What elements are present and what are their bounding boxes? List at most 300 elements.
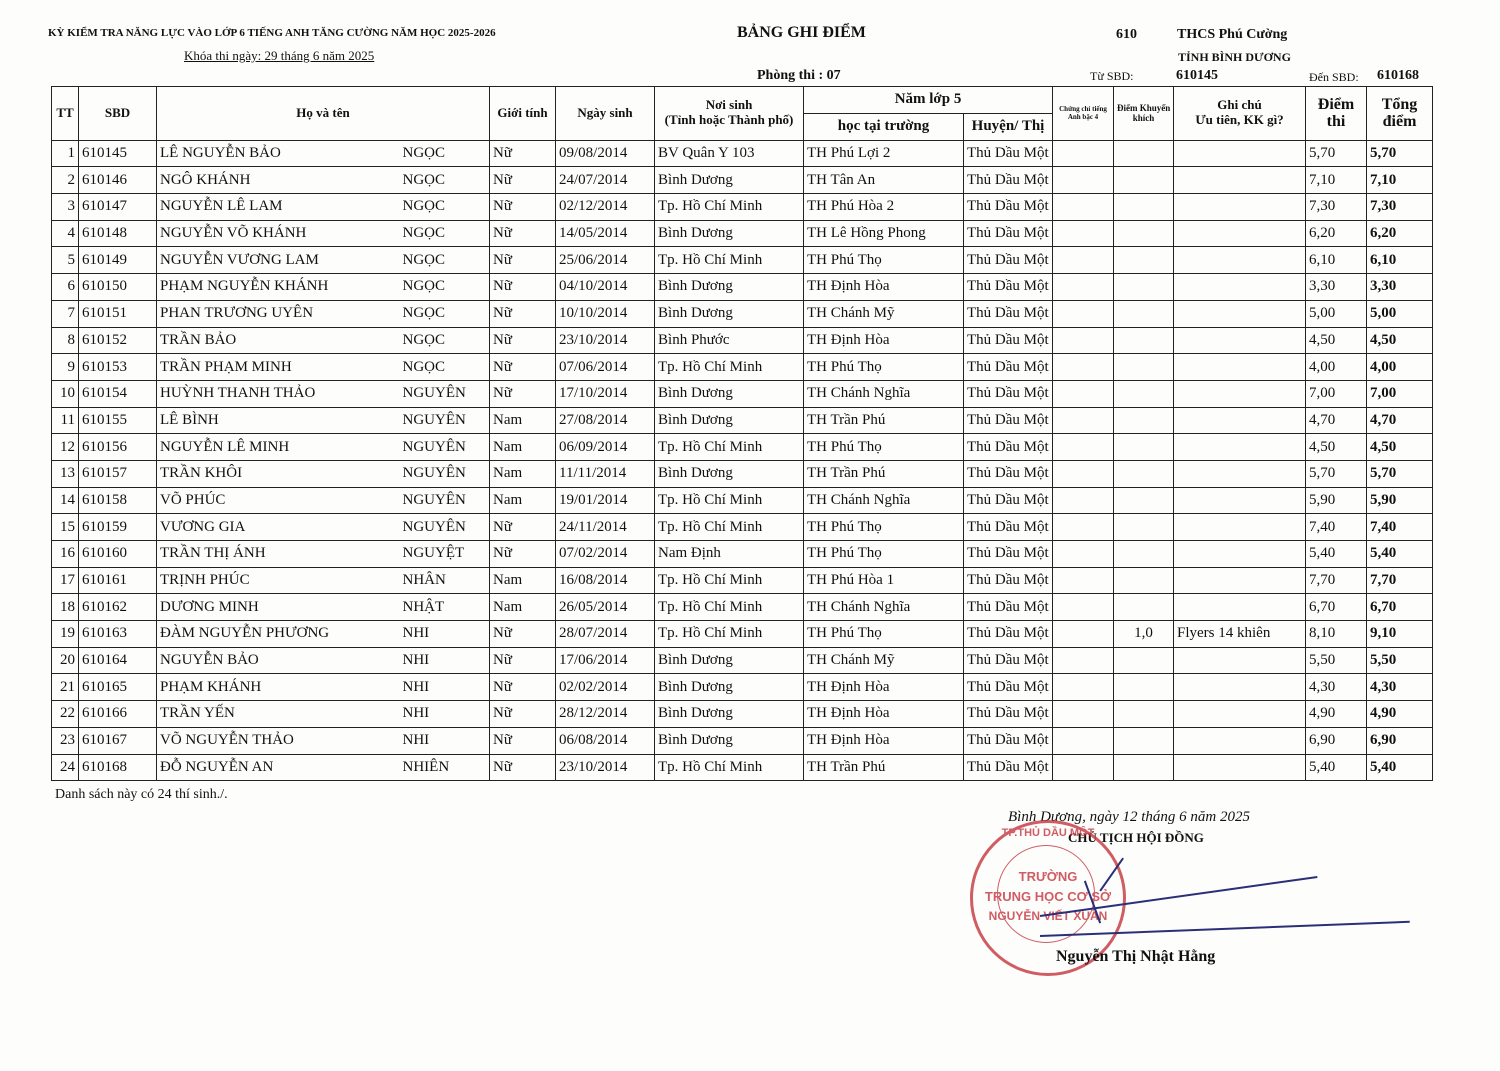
row-district: Thủ Dầu Một bbox=[964, 621, 1053, 648]
seal-line3: NGUYỄN VIẾT XUÂN bbox=[988, 909, 1108, 923]
row-cert bbox=[1053, 167, 1114, 194]
table-row bbox=[52, 621, 1433, 648]
col-note-line1: Ghi chú bbox=[1217, 97, 1262, 113]
row-district: Thủ Dầu Một bbox=[964, 727, 1053, 754]
row-last-name: PHẠM NGUYỄN KHÁNH bbox=[157, 274, 400, 301]
row-sbd: 610165 bbox=[79, 674, 157, 701]
row-note bbox=[1174, 220, 1306, 247]
row-gender: Nữ bbox=[490, 541, 556, 568]
row-gender: Nam bbox=[490, 594, 556, 621]
row-first-name: NGUYÊN bbox=[400, 487, 490, 514]
row-cert bbox=[1053, 727, 1114, 754]
row-school: TH Chánh Mỹ bbox=[804, 647, 964, 674]
row-score: 3,30 bbox=[1306, 274, 1367, 301]
school-code: 610 bbox=[1116, 27, 1137, 42]
row-birthplace: BV Quân Y 103 bbox=[655, 140, 804, 167]
row-first-name: NGUYÊN bbox=[400, 380, 490, 407]
row-dob: 14/05/2014 bbox=[556, 220, 655, 247]
row-first-name: NGUYÊN bbox=[400, 460, 490, 487]
row-score: 8,10 bbox=[1306, 621, 1367, 648]
row-first-name: NHI bbox=[400, 674, 490, 701]
row-school: TH Định Hòa bbox=[804, 327, 964, 354]
row-school: TH Phú Thọ bbox=[804, 541, 964, 568]
row-dob: 11/11/2014 bbox=[556, 460, 655, 487]
table-header bbox=[52, 87, 1433, 141]
row-first-name: NGỌC bbox=[400, 194, 490, 221]
table-row bbox=[52, 487, 1433, 514]
row-dob: 17/10/2014 bbox=[556, 380, 655, 407]
row-score: 5,40 bbox=[1306, 754, 1367, 781]
row-note bbox=[1174, 300, 1306, 327]
row-last-name: TRẦN THỊ ÁNH bbox=[157, 541, 400, 568]
row-dob: 25/06/2014 bbox=[556, 247, 655, 274]
row-district: Thủ Dầu Một bbox=[964, 274, 1053, 301]
row-district: Thủ Dầu Một bbox=[964, 647, 1053, 674]
row-first-name: NGỌC bbox=[400, 167, 490, 194]
table-body bbox=[52, 140, 1433, 781]
seal-top-text: TP.THỦ DẦU MỘT bbox=[1001, 827, 1095, 839]
row-note bbox=[1174, 701, 1306, 728]
row-gender: Nữ bbox=[490, 674, 556, 701]
row-score: 5,70 bbox=[1306, 460, 1367, 487]
row-tt: 3 bbox=[52, 194, 79, 221]
row-sbd: 610154 bbox=[79, 380, 157, 407]
row-school: TH Trần Phú bbox=[804, 754, 964, 781]
row-bonus bbox=[1114, 674, 1174, 701]
row-note bbox=[1174, 274, 1306, 301]
row-first-name: NHIÊN bbox=[400, 754, 490, 781]
signer-title: CHỦ TỊCH HỘI ĐỒNG bbox=[1068, 830, 1204, 845]
row-bonus bbox=[1114, 407, 1174, 434]
table-row bbox=[52, 674, 1433, 701]
row-school: TH Phú Hòa 1 bbox=[804, 567, 964, 594]
row-school: TH Định Hòa bbox=[804, 701, 964, 728]
row-tt: 21 bbox=[52, 674, 79, 701]
row-birthplace: Tp. Hồ Chí Minh bbox=[655, 567, 804, 594]
row-gender: Nam bbox=[490, 407, 556, 434]
row-tt: 18 bbox=[52, 594, 79, 621]
row-cert bbox=[1053, 514, 1114, 541]
row-school: TH Phú Thọ bbox=[804, 514, 964, 541]
row-school: TH Tân An bbox=[804, 167, 964, 194]
row-first-name: NGỌC bbox=[400, 300, 490, 327]
col-score-line2: thi bbox=[1326, 113, 1346, 131]
row-dob: 26/05/2014 bbox=[556, 594, 655, 621]
table-row bbox=[52, 247, 1433, 274]
row-school: TH Trần Phú bbox=[804, 460, 964, 487]
row-tt: 9 bbox=[52, 354, 79, 381]
row-dob: 28/07/2014 bbox=[556, 621, 655, 648]
exam-title: KỲ KIỂM TRA NĂNG LỰC VÀO LỚP 6 TIẾNG ANH TĂNG CƯỜNG NĂM HỌC 2025-2026 bbox=[48, 27, 496, 39]
row-first-name: NGỌC bbox=[400, 354, 490, 381]
row-note bbox=[1174, 460, 1306, 487]
row-district: Thủ Dầu Một bbox=[964, 434, 1053, 461]
row-birthplace: Nam Định bbox=[655, 541, 804, 568]
row-birthplace: Tp. Hồ Chí Minh bbox=[655, 487, 804, 514]
row-score: 7,00 bbox=[1306, 380, 1367, 407]
row-district: Thủ Dầu Một bbox=[964, 194, 1053, 221]
col-grade5: Năm lớp 5 bbox=[804, 87, 1053, 114]
col-note bbox=[1174, 87, 1306, 141]
row-total: 5,00 bbox=[1367, 300, 1433, 327]
row-cert bbox=[1053, 434, 1114, 461]
row-score: 4,50 bbox=[1306, 434, 1367, 461]
table-row bbox=[52, 140, 1433, 167]
row-note bbox=[1174, 514, 1306, 541]
row-tt: 7 bbox=[52, 300, 79, 327]
row-total: 4,50 bbox=[1367, 434, 1433, 461]
row-sbd: 610152 bbox=[79, 327, 157, 354]
row-score: 7,30 bbox=[1306, 194, 1367, 221]
col-district: Huyện/ Thị bbox=[964, 113, 1053, 140]
row-sbd: 610150 bbox=[79, 274, 157, 301]
row-score: 4,50 bbox=[1306, 327, 1367, 354]
row-bonus bbox=[1114, 701, 1174, 728]
table-row bbox=[52, 727, 1433, 754]
row-gender: Nữ bbox=[490, 354, 556, 381]
row-birthplace: Bình Dương bbox=[655, 300, 804, 327]
row-cert bbox=[1053, 541, 1114, 568]
row-gender: Nam bbox=[490, 487, 556, 514]
row-gender: Nữ bbox=[490, 300, 556, 327]
row-first-name: NGỌC bbox=[400, 274, 490, 301]
row-sbd: 610146 bbox=[79, 167, 157, 194]
row-district: Thủ Dầu Một bbox=[964, 327, 1053, 354]
row-school: TH Định Hòa bbox=[804, 674, 964, 701]
row-district: Thủ Dầu Một bbox=[964, 674, 1053, 701]
row-dob: 06/09/2014 bbox=[556, 434, 655, 461]
row-district: Thủ Dầu Một bbox=[964, 407, 1053, 434]
row-birthplace: Tp. Hồ Chí Minh bbox=[655, 247, 804, 274]
row-note bbox=[1174, 541, 1306, 568]
row-district: Thủ Dầu Một bbox=[964, 247, 1053, 274]
col-total-line1: Tổng bbox=[1381, 95, 1418, 113]
row-total: 4,70 bbox=[1367, 407, 1433, 434]
row-note bbox=[1174, 487, 1306, 514]
row-total: 4,00 bbox=[1367, 354, 1433, 381]
row-first-name: NGUYÊN bbox=[400, 514, 490, 541]
row-tt: 15 bbox=[52, 514, 79, 541]
col-score-line1: Điểm bbox=[1317, 95, 1355, 113]
table-row bbox=[52, 327, 1433, 354]
row-cert bbox=[1053, 140, 1114, 167]
row-birthplace: Bình Dương bbox=[655, 274, 804, 301]
col-gender: Giới tính bbox=[490, 87, 556, 141]
row-dob: 09/08/2014 bbox=[556, 140, 655, 167]
col-cert-line2: Anh bậc 4 bbox=[1067, 113, 1099, 122]
row-tt: 5 bbox=[52, 247, 79, 274]
row-note bbox=[1174, 727, 1306, 754]
row-note: Flyers 14 khiên bbox=[1174, 621, 1306, 648]
row-total: 6,10 bbox=[1367, 247, 1433, 274]
row-sbd: 610164 bbox=[79, 647, 157, 674]
row-note bbox=[1174, 434, 1306, 461]
row-sbd: 610147 bbox=[79, 194, 157, 221]
col-sbd: SBD bbox=[79, 87, 157, 141]
row-gender: Nữ bbox=[490, 327, 556, 354]
row-bonus bbox=[1114, 380, 1174, 407]
row-sbd: 610151 bbox=[79, 300, 157, 327]
row-total: 4,30 bbox=[1367, 674, 1433, 701]
row-tt: 19 bbox=[52, 621, 79, 648]
row-first-name: NHÂN bbox=[400, 567, 490, 594]
table-row bbox=[52, 220, 1433, 247]
row-school: TH Chánh Nghĩa bbox=[804, 594, 964, 621]
table-row bbox=[52, 754, 1433, 781]
col-dob: Ngày sinh bbox=[556, 87, 655, 141]
row-bonus bbox=[1114, 567, 1174, 594]
row-bonus bbox=[1114, 727, 1174, 754]
row-dob: 07/06/2014 bbox=[556, 354, 655, 381]
row-cert bbox=[1053, 300, 1114, 327]
row-dob: 19/01/2014 bbox=[556, 487, 655, 514]
row-first-name: NGUYÊN bbox=[400, 434, 490, 461]
row-score: 6,70 bbox=[1306, 594, 1367, 621]
row-dob: 02/02/2014 bbox=[556, 674, 655, 701]
row-cert bbox=[1053, 194, 1114, 221]
row-school: TH Chánh Nghĩa bbox=[804, 487, 964, 514]
row-note bbox=[1174, 567, 1306, 594]
row-last-name: NGUYỄN LÊ MINH bbox=[157, 434, 400, 461]
row-cert bbox=[1053, 327, 1114, 354]
row-dob: 17/06/2014 bbox=[556, 647, 655, 674]
row-dob: 28/12/2014 bbox=[556, 701, 655, 728]
col-cert-line1: Chứng chỉ tiếng bbox=[1059, 104, 1107, 113]
row-first-name: NGỌC bbox=[400, 220, 490, 247]
row-score: 4,90 bbox=[1306, 701, 1367, 728]
row-sbd: 610166 bbox=[79, 701, 157, 728]
row-birthplace: Tp. Hồ Chí Minh bbox=[655, 194, 804, 221]
row-sbd: 610155 bbox=[79, 407, 157, 434]
row-gender: Nữ bbox=[490, 274, 556, 301]
col-note-line2: Ưu tiên, KK gì? bbox=[1195, 112, 1284, 128]
row-first-name: NHI bbox=[400, 727, 490, 754]
row-last-name: TRẦN KHÔI bbox=[157, 460, 400, 487]
row-district: Thủ Dầu Một bbox=[964, 140, 1053, 167]
col-birthplace bbox=[655, 87, 804, 141]
col-total bbox=[1367, 87, 1433, 141]
row-birthplace: Bình Dương bbox=[655, 407, 804, 434]
row-cert bbox=[1053, 460, 1114, 487]
row-district: Thủ Dầu Một bbox=[964, 380, 1053, 407]
row-score: 7,10 bbox=[1306, 167, 1367, 194]
row-birthplace: Bình Dương bbox=[655, 220, 804, 247]
row-note bbox=[1174, 407, 1306, 434]
row-dob: 16/08/2014 bbox=[556, 567, 655, 594]
row-birthplace: Bình Dương bbox=[655, 674, 804, 701]
row-first-name: NGỌC bbox=[400, 247, 490, 274]
row-school: TH Phú Thọ bbox=[804, 434, 964, 461]
row-first-name: NHI bbox=[400, 701, 490, 728]
row-bonus bbox=[1114, 594, 1174, 621]
row-last-name: VÕ NGUYỄN THẢO bbox=[157, 727, 400, 754]
row-school: TH Phú Thọ bbox=[804, 354, 964, 381]
row-bonus bbox=[1114, 300, 1174, 327]
row-first-name: NHI bbox=[400, 621, 490, 648]
row-birthplace: Bình Dương bbox=[655, 167, 804, 194]
col-cert bbox=[1053, 87, 1114, 141]
row-total: 5,40 bbox=[1367, 754, 1433, 781]
sheet-title: BẢNG GHI ĐIỂM bbox=[737, 24, 866, 41]
row-school: TH Phú Thọ bbox=[804, 247, 964, 274]
count-note: Danh sách này có 24 thí sinh./. bbox=[55, 787, 228, 802]
row-bonus bbox=[1114, 487, 1174, 514]
row-gender: Nữ bbox=[490, 647, 556, 674]
row-gender: Nữ bbox=[490, 727, 556, 754]
score-table bbox=[51, 86, 1433, 781]
row-birthplace: Tp. Hồ Chí Minh bbox=[655, 354, 804, 381]
row-total: 7,70 bbox=[1367, 567, 1433, 594]
row-bonus: 1,0 bbox=[1114, 621, 1174, 648]
row-district: Thủ Dầu Một bbox=[964, 567, 1053, 594]
row-district: Thủ Dầu Một bbox=[964, 220, 1053, 247]
row-bonus bbox=[1114, 140, 1174, 167]
row-bonus bbox=[1114, 327, 1174, 354]
row-birthplace: Bình Dương bbox=[655, 701, 804, 728]
row-birthplace: Tp. Hồ Chí Minh bbox=[655, 594, 804, 621]
row-total: 9,10 bbox=[1367, 621, 1433, 648]
province-label: TỈNH BÌNH DƯƠNG bbox=[1178, 50, 1291, 64]
row-tt: 23 bbox=[52, 727, 79, 754]
table-row bbox=[52, 460, 1433, 487]
row-last-name: ĐỖ NGUYỄN AN bbox=[157, 754, 400, 781]
row-bonus bbox=[1114, 274, 1174, 301]
row-tt: 12 bbox=[52, 434, 79, 461]
row-sbd: 610149 bbox=[79, 247, 157, 274]
table-row bbox=[52, 434, 1433, 461]
row-cert bbox=[1053, 487, 1114, 514]
row-last-name: NGUYỄN BẢO bbox=[157, 647, 400, 674]
row-cert bbox=[1053, 247, 1114, 274]
row-last-name: PHAN TRƯƠNG UYÊN bbox=[157, 300, 400, 327]
row-note bbox=[1174, 380, 1306, 407]
row-tt: 10 bbox=[52, 380, 79, 407]
row-score: 4,70 bbox=[1306, 407, 1367, 434]
row-bonus bbox=[1114, 167, 1174, 194]
row-district: Thủ Dầu Một bbox=[964, 354, 1053, 381]
row-first-name: NGUYÊN bbox=[400, 407, 490, 434]
table-row bbox=[52, 380, 1433, 407]
row-last-name: NGÔ KHÁNH bbox=[157, 167, 400, 194]
row-sbd: 610161 bbox=[79, 567, 157, 594]
row-note bbox=[1174, 354, 1306, 381]
row-score: 7,70 bbox=[1306, 567, 1367, 594]
table-row bbox=[52, 567, 1433, 594]
row-tt: 20 bbox=[52, 647, 79, 674]
row-first-name: NGUYỆT bbox=[400, 541, 490, 568]
col-score bbox=[1306, 87, 1367, 141]
table-row bbox=[52, 300, 1433, 327]
row-last-name: VÕ PHÚC bbox=[157, 487, 400, 514]
table-row bbox=[52, 274, 1433, 301]
row-tt: 11 bbox=[52, 407, 79, 434]
row-score: 5,40 bbox=[1306, 541, 1367, 568]
row-cert bbox=[1053, 274, 1114, 301]
row-first-name: NHI bbox=[400, 647, 490, 674]
table-row bbox=[52, 514, 1433, 541]
row-sbd: 610167 bbox=[79, 727, 157, 754]
row-tt: 13 bbox=[52, 460, 79, 487]
row-total: 3,30 bbox=[1367, 274, 1433, 301]
row-note bbox=[1174, 674, 1306, 701]
row-sbd: 610159 bbox=[79, 514, 157, 541]
row-score: 4,30 bbox=[1306, 674, 1367, 701]
row-tt: 24 bbox=[52, 754, 79, 781]
row-gender: Nữ bbox=[490, 754, 556, 781]
row-gender: Nam bbox=[490, 460, 556, 487]
row-cert bbox=[1053, 380, 1114, 407]
row-note bbox=[1174, 194, 1306, 221]
row-cert bbox=[1053, 567, 1114, 594]
row-tt: 17 bbox=[52, 567, 79, 594]
row-score: 5,00 bbox=[1306, 300, 1367, 327]
row-first-name: NGỌC bbox=[400, 327, 490, 354]
row-cert bbox=[1053, 354, 1114, 381]
row-district: Thủ Dầu Một bbox=[964, 487, 1053, 514]
row-cert bbox=[1053, 220, 1114, 247]
row-district: Thủ Dầu Một bbox=[964, 754, 1053, 781]
row-gender: Nữ bbox=[490, 621, 556, 648]
row-cert bbox=[1053, 754, 1114, 781]
from-sbd-label: Từ SBD: bbox=[1090, 69, 1134, 83]
row-last-name: DƯƠNG MINH bbox=[157, 594, 400, 621]
room-label: Phòng thi : 07 bbox=[757, 68, 841, 83]
row-bonus bbox=[1114, 434, 1174, 461]
row-district: Thủ Dầu Một bbox=[964, 167, 1053, 194]
to-sbd-label: Đến SBD: bbox=[1309, 70, 1359, 84]
row-sbd: 610168 bbox=[79, 754, 157, 781]
row-note bbox=[1174, 247, 1306, 274]
row-last-name: LÊ BÌNH bbox=[157, 407, 400, 434]
row-sbd: 610148 bbox=[79, 220, 157, 247]
row-last-name: TRẦN BẢO bbox=[157, 327, 400, 354]
row-gender: Nam bbox=[490, 567, 556, 594]
row-school: TH Chánh Nghĩa bbox=[804, 380, 964, 407]
row-school: TH Trần Phú bbox=[804, 407, 964, 434]
row-gender: Nữ bbox=[490, 194, 556, 221]
row-birthplace: Bình Phước bbox=[655, 327, 804, 354]
row-school: TH Phú Lợi 2 bbox=[804, 140, 964, 167]
row-last-name: PHẠM KHÁNH bbox=[157, 674, 400, 701]
row-score: 7,40 bbox=[1306, 514, 1367, 541]
row-sbd: 610157 bbox=[79, 460, 157, 487]
row-first-name: NHẬT bbox=[400, 594, 490, 621]
row-gender: Nữ bbox=[490, 380, 556, 407]
row-total: 5,50 bbox=[1367, 647, 1433, 674]
col-bonus-line2: khích bbox=[1132, 113, 1155, 124]
table-row bbox=[52, 167, 1433, 194]
row-last-name: ĐÀM NGUYỄN PHƯƠNG bbox=[157, 621, 400, 648]
row-school: TH Phú Thọ bbox=[804, 621, 964, 648]
row-school: TH Chánh Mỹ bbox=[804, 300, 964, 327]
col-tt: TT bbox=[52, 87, 79, 141]
row-dob: 24/07/2014 bbox=[556, 167, 655, 194]
row-district: Thủ Dầu Một bbox=[964, 541, 1053, 568]
row-score: 5,70 bbox=[1306, 140, 1367, 167]
row-bonus bbox=[1114, 754, 1174, 781]
row-total: 7,40 bbox=[1367, 514, 1433, 541]
row-school: TH Lê Hồng Phong bbox=[804, 220, 964, 247]
row-tt: 6 bbox=[52, 274, 79, 301]
table-row bbox=[52, 354, 1433, 381]
row-tt: 22 bbox=[52, 701, 79, 728]
row-sbd: 610145 bbox=[79, 140, 157, 167]
row-tt: 8 bbox=[52, 327, 79, 354]
row-cert bbox=[1053, 621, 1114, 648]
seal-line2: TRUNG HỌC CƠ SỞ bbox=[984, 889, 1112, 904]
col-total-line2: điểm bbox=[1382, 113, 1417, 131]
row-sbd: 610162 bbox=[79, 594, 157, 621]
